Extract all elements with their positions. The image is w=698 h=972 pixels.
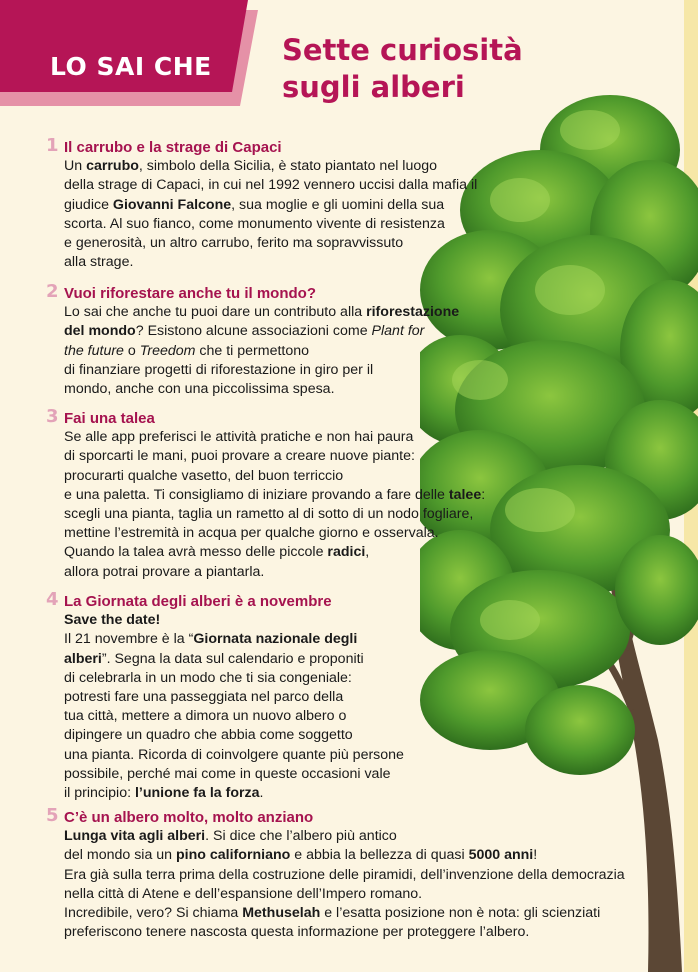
text-run: di celebrarla in un modo che ti sia congeniale: <box>64 669 352 686</box>
text-line <box>64 361 646 380</box>
text-run: ”. Segna la data sul calendario e proponiti <box>101 650 364 667</box>
text-run: Era già sulla terra prima della costruzione delle piramidi, dell’invenzione della democrazia <box>64 866 625 883</box>
section-3 <box>46 406 646 582</box>
text-run: Il 21 novembre è la “ <box>64 631 194 648</box>
text-run: Se alle app preferisci le attività pratiche e non hai paura <box>64 429 414 446</box>
text-run: di finanziare progetti di riforestazione in giro per il <box>64 361 374 378</box>
text-run: alla strage. <box>64 254 134 271</box>
bold-text: carrubo <box>86 158 139 175</box>
text-run: : <box>481 486 486 503</box>
text-run: e l’esatta posizione non è nota: gli scienziati <box>320 905 601 922</box>
text-line <box>64 885 686 904</box>
section-number: 4 <box>46 589 59 610</box>
text-line <box>64 669 646 688</box>
section-number: 1 <box>46 135 59 156</box>
text-line <box>64 196 646 215</box>
text-line <box>64 866 686 885</box>
text-run: nella città di Atene e dell’espansione dell’Impero romano. <box>64 885 423 902</box>
text-line <box>64 563 646 582</box>
text-run: di sporcarti le mani, puoi provare a creare nuove piante: <box>64 448 415 465</box>
text-line <box>64 380 646 399</box>
text-run: il principio: <box>64 785 135 802</box>
text-line <box>64 428 646 447</box>
text-line <box>64 904 686 923</box>
text-run: della strage di Capaci, in cui nel 1992 vennero uccisi dalla mafia il <box>64 177 478 194</box>
text-line <box>64 707 646 726</box>
bold-text: Giovanni Falcone <box>112 196 232 213</box>
text-run: Quando la talea avrà messo delle piccole <box>64 544 328 561</box>
text-line <box>64 253 646 272</box>
text-line <box>64 543 646 562</box>
bold-text: Methuselah <box>242 905 321 922</box>
section-body <box>64 630 646 803</box>
bold-text: alberi <box>64 650 102 667</box>
bold-text: 5000 anni <box>468 847 534 864</box>
text-run: e generosità, un altro carrubo, ferito ma sopravvissuto <box>64 235 404 252</box>
section-2 <box>46 281 646 399</box>
section-1 <box>46 135 646 272</box>
text-line <box>64 322 646 341</box>
text-line <box>64 827 686 846</box>
text-line <box>64 923 686 942</box>
section-heading: Il carrubo e la strage di Capaci <box>64 139 282 156</box>
text-line <box>64 342 646 361</box>
bold-text: riforestazione <box>366 304 460 321</box>
text-line <box>64 176 646 195</box>
text-run: Lo sai che anche tu puoi dare un contributo alla <box>64 304 367 321</box>
text-line <box>64 784 646 803</box>
section-4 <box>46 589 646 803</box>
text-line <box>64 746 646 765</box>
text-run: ? Esistono alcune associazioni come <box>135 323 372 340</box>
text-run: una pianta. Ricorda di coinvolgere quante più persone <box>64 746 404 763</box>
text-line <box>64 726 646 745</box>
text-run: mondo, anche con una piccolissima spesa. <box>64 381 335 398</box>
section-body <box>64 827 686 942</box>
text-run: Incredibile, vero? Si chiama <box>64 905 243 922</box>
section-body <box>64 157 646 272</box>
section-heading: C’è un albero molto, molto anziano <box>64 809 314 826</box>
section-heading: La Giornata degli alberi è a novembre <box>64 593 332 610</box>
section-number: 3 <box>46 406 59 427</box>
section-number: 2 <box>46 281 59 302</box>
text-line <box>64 765 646 784</box>
text-run: , simbolo della Sicilia, è stato piantato nel luogo <box>138 158 438 175</box>
section-body <box>64 428 646 582</box>
text-run: preferiscono tenere nascosta questa informazione per proteggere l’albero. <box>64 924 530 941</box>
text-line <box>64 505 646 524</box>
section-number: 5 <box>46 805 59 826</box>
italic-text: the future <box>64 342 124 359</box>
section-5 <box>46 805 686 942</box>
text-run: tua città, mettere a dimora un nuovo albero o <box>64 708 347 725</box>
text-line <box>64 467 646 486</box>
text-line <box>64 215 646 234</box>
bold-text: l’unione fa la forza <box>134 785 260 802</box>
text-run: del mondo sia un <box>64 847 176 864</box>
text-run: possibile, perché mai come in queste occasioni vale <box>64 765 391 782</box>
text-run: . Si dice che l’albero più antico <box>205 828 397 845</box>
page-title <box>282 32 523 106</box>
text-run: dipingere un quadro che abbia come soggetto <box>64 727 353 744</box>
section-heading: Fai una talea <box>64 410 155 427</box>
text-run: . <box>259 785 264 802</box>
text-line <box>64 157 646 176</box>
text-run: scegli una pianta, taglia un rametto al di sotto di un nodo fogliare, <box>64 506 474 523</box>
text-run: , sua moglie e gli uomini della sua <box>231 196 445 213</box>
text-line <box>64 486 646 505</box>
text-run: , <box>365 544 370 561</box>
text-run: scorta. Al suo fianco, come monumento vivente di resistenza <box>64 215 445 232</box>
bold-text: Lunga vita agli alberi <box>64 828 206 845</box>
text-run: giudice <box>64 196 113 213</box>
text-line <box>64 846 686 865</box>
text-line <box>64 303 646 322</box>
text-line <box>64 447 646 466</box>
italic-text: Plant for <box>371 323 425 340</box>
text-run: ! <box>533 847 538 864</box>
bold-text: talee <box>448 486 482 503</box>
text-run: e una paletta. Ti consigliamo di iniziare provando a fare delle <box>64 486 449 503</box>
bold-text: Giornata nazionale degli <box>193 631 358 648</box>
text-line <box>64 650 646 669</box>
text-run: che ti permettono <box>195 342 310 359</box>
text-run: potresti fare una passeggiata nel parco della <box>64 689 344 706</box>
text-line <box>64 524 646 543</box>
text-run: Un <box>64 158 87 175</box>
title-line-2: sugli alberi <box>282 70 465 104</box>
text-run: e abbia la bellezza di quasi <box>290 847 469 864</box>
title-line-1: Sette curiosità <box>282 33 523 67</box>
bold-text: pino californiano <box>176 847 291 864</box>
bold-text: del mondo <box>64 323 136 340</box>
text-line <box>64 234 646 253</box>
text-run: procurarti qualche vasetto, del buon terriccio <box>64 467 344 484</box>
text-run: allora potrai provare a piantarla. <box>64 563 265 580</box>
text-run: mettine l’estremità in acqua per qualche giorno e osservala. <box>64 525 439 542</box>
italic-text: Treedom <box>139 342 196 359</box>
text-line <box>64 630 646 649</box>
text-line <box>64 688 646 707</box>
bold-text: radici <box>327 544 366 561</box>
section-subheading: Save the date! <box>64 612 161 629</box>
section-heading: Vuoi riforestare anche tu il mondo? <box>64 285 316 302</box>
banner-label: LO SAI CHE <box>50 52 212 81</box>
section-body <box>64 303 646 399</box>
text-run: o <box>123 342 140 359</box>
